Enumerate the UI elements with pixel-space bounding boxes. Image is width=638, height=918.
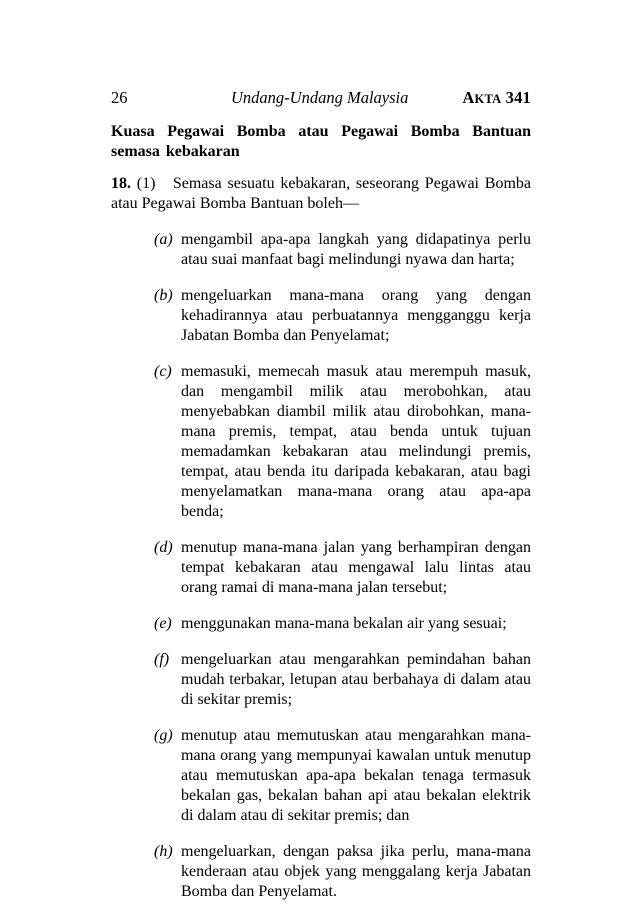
section-paragraph — [111, 174, 531, 214]
list-item — [111, 650, 531, 710]
act-prefix: A — [462, 88, 475, 107]
list-item — [111, 726, 531, 826]
section-heading: Kuasa Pegawai Bomba atau Pegawai Bomba Bantuan semasa kebakaran — [111, 123, 531, 160]
item-text: memasuki, memecah masuk atau merempuh masuk, dan mengambil milik atau merobohkan, atau menyebabkan diambil milik atau dirobohkan, mana-mana premis, tempat, atau benda untuk tujuan memadamkan kebakaran atau melindungi premis, tempat, atau benda itu daripada kebakaran, atau bagi menyelamatkan mana-mana orang atau apa-apa benda; — [181, 363, 531, 520]
page-content — [111, 122, 531, 918]
section-number: 18. — [111, 175, 131, 192]
list-item — [111, 538, 531, 598]
item-label: (h) — [154, 843, 173, 860]
item-text: menutup atau memutuskan atau mengarahkan mana-mana orang yang mempunyai kawalan untuk menutup atau memutuskan apa-apa bekalan tenaga termasuk bekalan gas, bekalan bahan api atau bekalan elektrik di dalam atau di sekitar premis; dan — [181, 727, 531, 824]
list-item — [111, 230, 531, 270]
item-label: (g) — [154, 727, 173, 744]
item-label: (c) — [154, 363, 172, 380]
act-reference — [462, 88, 531, 108]
act-number: 341 — [501, 88, 531, 107]
item-text: mengeluarkan mana-mana orang yang dengan kehadirannya atau perbuatannya mengganggu kerja Jabatan Bomba dan Penyelamat; — [181, 287, 531, 344]
page-number: 26 — [111, 88, 128, 107]
subsection-number: (1) — [131, 175, 173, 192]
item-text: mengeluarkan atau mengarahkan pemindahan bahan mudah terbakar, letupan atau berbahaya di dalam atau di sekitar premis; — [181, 651, 531, 708]
item-label: (a) — [154, 231, 173, 248]
item-text: mengeluarkan, dengan paksa jika perlu, mana-mana kenderaan atau objek yang menggalang kerja Jabatan Bomba dan Penyelamat. — [181, 843, 531, 900]
list-item — [111, 286, 531, 346]
item-label: (d) — [154, 539, 173, 556]
item-label: (f) — [154, 651, 170, 668]
act-small-caps: KTA — [474, 92, 502, 106]
list-item — [111, 362, 531, 522]
paragraph-list — [111, 230, 531, 902]
item-text: mengambil apa-apa langkah yang didapatinya perlu atau suai manfaat bagi melindungi nyawa dan harta; — [181, 231, 531, 268]
item-label: (b) — [154, 287, 173, 304]
item-text: menutup mana-mana jalan yang berhampiran dengan tempat kebakaran atau mengawal lalu lintas atau orang ramai di mana-mana jalan tersebut; — [181, 539, 531, 596]
item-label: (e) — [154, 615, 172, 632]
header-title: Undang-Undang Malaysia — [231, 88, 409, 107]
list-item — [111, 842, 531, 902]
item-text: menggunakan mana-mana bekalan air yang sesuai; — [181, 615, 507, 632]
section-text: Semasa sesuatu kebakaran, seseorang Pegawai Bomba atau Pegawai Bomba Bantuan boleh— — [111, 175, 532, 212]
page-header — [111, 88, 531, 110]
list-item — [111, 614, 531, 634]
